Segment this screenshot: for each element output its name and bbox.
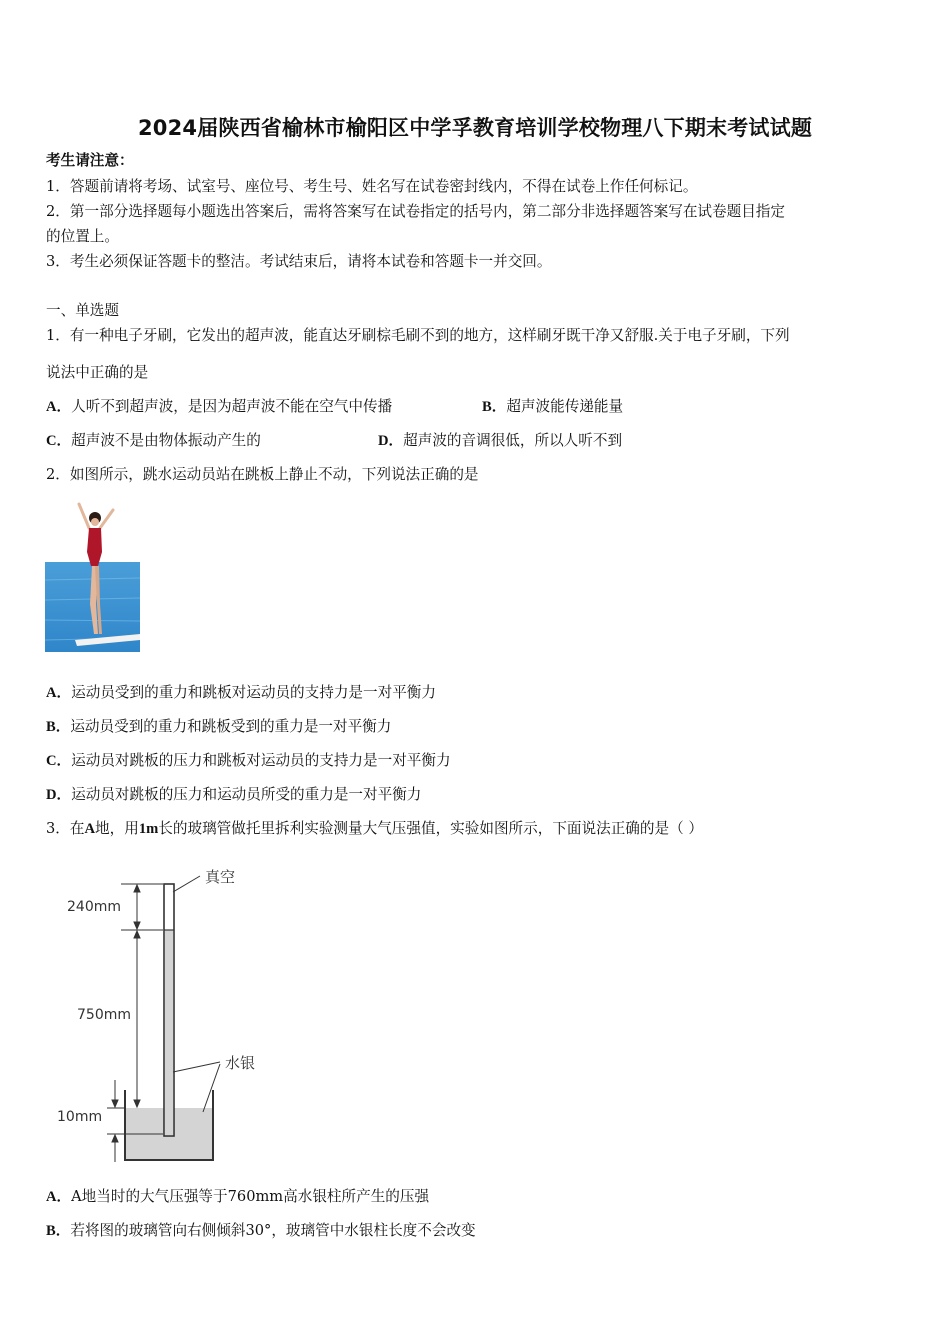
torricelli-diagram <box>55 862 285 1167</box>
option-text: A地当时的大气压强等于760mm高水银柱所产生的压强 <box>71 1188 430 1205</box>
q2-stem: 2．如图所示，跳水运动员站在跳板上静止不动，下列说法正确的是 <box>46 466 479 483</box>
q3-stem <box>46 819 703 839</box>
option-letter: D． <box>46 787 72 803</box>
option-text: 超声波能传递能量 <box>506 398 624 415</box>
label-mercury: 水银 <box>225 1054 256 1072</box>
q2-option-d <box>46 785 421 805</box>
option-text: 超声波不是由物体振动产生的 <box>71 432 261 449</box>
q1-stem-line1: 1．有一种电子牙刷，它发出的超声波，能直达牙刷棕毛刷不到的地方，这样刷牙既干净又舒服.关于电子牙刷，下列 <box>46 327 790 344</box>
option-letter: C． <box>46 433 72 449</box>
option-letter: B． <box>46 1223 71 1239</box>
notice-item: 3．考生必须保证答题卡的整洁。考试结束后，请将本试卷和答题卡一并交回。 <box>46 253 552 270</box>
option-letter: A． <box>46 685 72 701</box>
q1-option-b <box>482 397 623 417</box>
option-letter: A． <box>46 399 72 415</box>
q2-option-a <box>46 683 436 703</box>
section-heading: 一、单选题 <box>46 302 119 319</box>
option-text: 运动员对跳板的压力和运动员所受的重力是一对平衡力 <box>71 786 422 803</box>
q1-stem-line2: 说法中正确的是 <box>46 364 149 381</box>
q2-option-c <box>46 751 451 771</box>
option-text: 运动员对跳板的压力和跳板对运动员的支持力是一对平衡力 <box>71 752 451 769</box>
diver-photo <box>45 500 140 652</box>
option-text: 超声波的音调很低，所以人听不到 <box>403 432 623 449</box>
q1-option-c <box>46 431 261 451</box>
q3-stem-length: 1m <box>138 821 159 837</box>
q1-option-d <box>378 431 622 451</box>
q3-stem-prefix: 3．在 <box>46 820 85 837</box>
notice-item: 2．第一部分选择题每小题选出答案后，需将答案写在试卷指定的括号内，第二部分非选择题答案写在试卷题目指定 <box>46 203 785 220</box>
option-letter: C． <box>46 753 72 769</box>
option-letter: B． <box>46 719 71 735</box>
q3-stem-mid: 地，用 <box>95 820 139 837</box>
option-text: 运动员受到的重力和跳板对运动员的支持力是一对平衡力 <box>71 684 436 701</box>
q3-stem-rest: 长的玻璃管做托里拆利实验测量大气压强值，实验如图所示，下面说法正确的是（ ） <box>158 820 703 837</box>
q2-option-b <box>46 717 391 737</box>
q3-option-a <box>46 1187 429 1207</box>
label-10mm: 10mm <box>57 1109 103 1125</box>
option-text: 若将图的玻璃管向右侧倾斜30°，玻璃管中水银柱长度不会改变 <box>70 1222 476 1239</box>
option-letter: A． <box>46 1189 72 1205</box>
notice-item: 1．答题前请将考场、试室号、座位号、考生号、姓名写在试卷密封线内，不得在试卷上作任何标记。 <box>46 178 698 195</box>
q3-option-b <box>46 1221 476 1241</box>
notice-item: 的位置上。 <box>46 228 119 245</box>
option-text: 人听不到超声波，是因为超声波不能在空气中传播 <box>71 398 393 415</box>
option-text: 运动员受到的重力和跳板受到的重力是一对平衡力 <box>70 718 392 735</box>
notice-heading: 考生请注意： <box>46 152 134 169</box>
label-vacuum: 真空 <box>205 868 236 886</box>
label-240mm: 240mm <box>67 899 121 915</box>
q1-option-a <box>46 397 392 417</box>
q3-stem-location: A <box>84 821 96 837</box>
page-title: 2024届陕西省榆林市榆阳区中学孚教育培训学校物理八下期末考试试题 <box>137 116 813 140</box>
label-750mm: 750mm <box>77 1007 131 1023</box>
option-letter: B． <box>482 399 507 415</box>
option-letter: D． <box>378 433 404 449</box>
